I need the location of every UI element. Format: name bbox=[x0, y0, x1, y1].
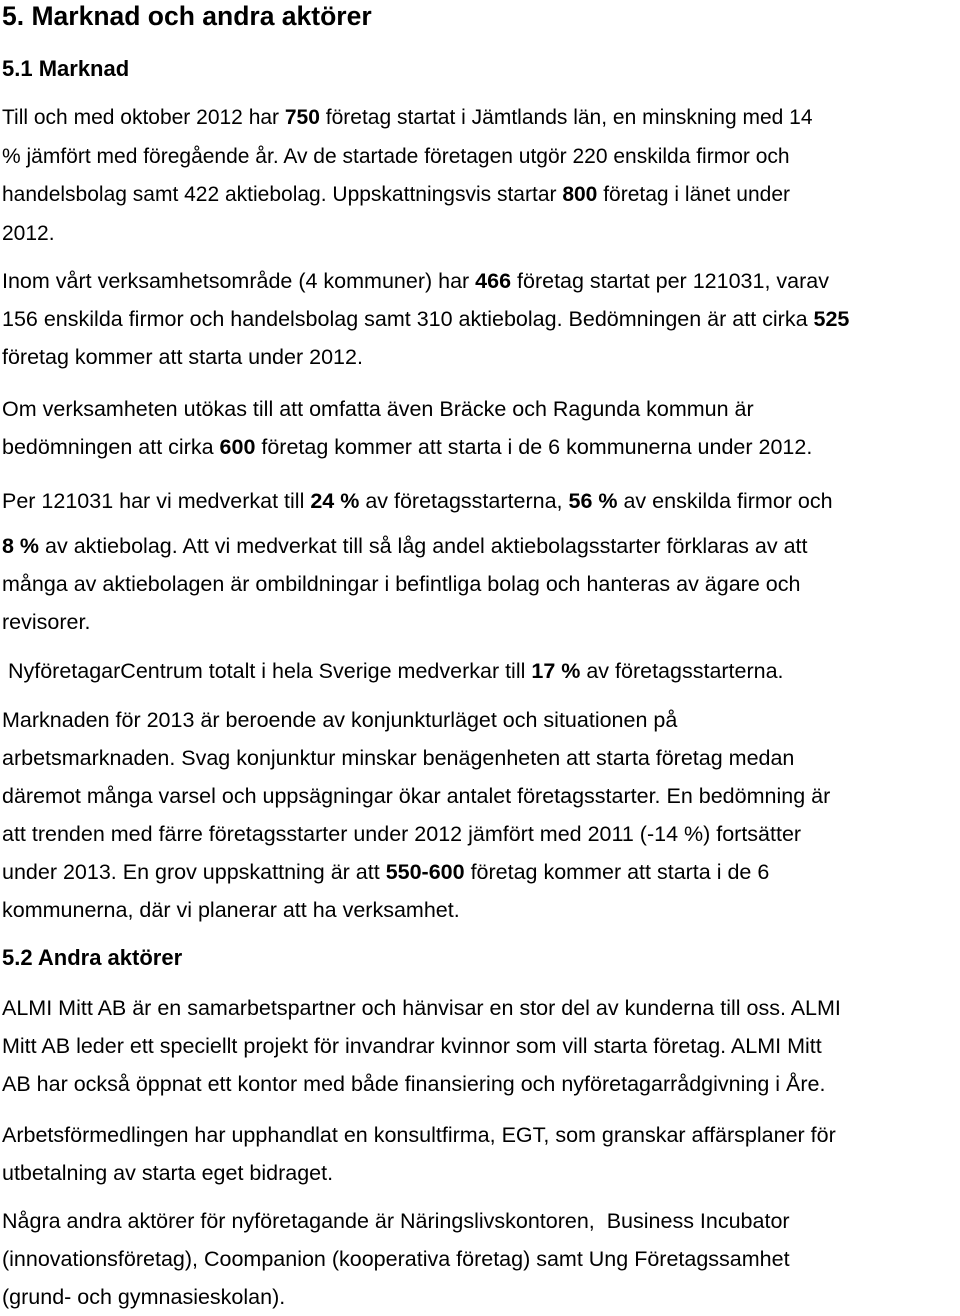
text-line: revisorer. bbox=[2, 610, 91, 634]
paragraph-arbetsformedlingen bbox=[2, 1116, 960, 1192]
text-line: Några andra aktörer för nyföretagande är Näringslivskontoren, Business Incubator bbox=[2, 1209, 790, 1233]
paragraph-almi bbox=[2, 989, 960, 1103]
text-line: många av aktiebolagen är ombildningar i befintliga bolag och hanteras av ägare och bbox=[2, 572, 801, 596]
text-line: arbetsmarknaden. Svag konjunktur minskar benägenheten att starta företag medan bbox=[2, 746, 795, 770]
text-line: Arbetsförmedlingen har upphandlat en konsultfirma, EGT, som granskar affärsplaner för bbox=[2, 1123, 836, 1147]
paragraph-operating-area bbox=[2, 262, 960, 376]
paragraph-other-actors bbox=[2, 1202, 960, 1316]
text-line: AB har också öppnat ett kontor med både finansiering och nyföretagarrådgivning i Åre. bbox=[2, 1072, 826, 1096]
paragraph-market-stats-county bbox=[2, 99, 960, 253]
section-heading-marknad: 5.1 Marknad bbox=[2, 56, 130, 81]
text-line: Mitt AB leder ett speciellt projekt för invandrar kvinnor som vill starta företag. ALMI Mitt bbox=[2, 1034, 822, 1058]
text-line: Per 121031 har vi medverkat till 24 % av företagsstarterna, 56 % av enskilda firmor och bbox=[2, 489, 833, 513]
paragraph-national-share bbox=[2, 652, 960, 690]
text-line: Inom vårt verksamhetsområde (4 kommuner) har 466 företag startat per 121031, varav bbox=[2, 269, 829, 293]
paragraph-expansion bbox=[2, 390, 960, 466]
text-line: % jämfört med föregående år. Av de startade företagen utgör 220 enskilda firmor och bbox=[2, 144, 790, 168]
paragraph-market-outlook-2013 bbox=[2, 701, 960, 929]
text-line: ALMI Mitt AB är en samarbetspartner och hänvisar en stor del av kunderna till oss. ALMI bbox=[2, 996, 841, 1020]
page-title: 5. Marknad och andra aktörer bbox=[2, 1, 372, 31]
text-line: Marknaden för 2013 är beroende av konjunkturläget och situationen på bbox=[2, 708, 678, 732]
text-line: bedömningen att cirka 600 företag kommer att starta i de 6 kommunerna under 2012. bbox=[2, 435, 813, 459]
text-line: (grund- och gymnasieskolan). bbox=[2, 1285, 286, 1309]
section-heading-andra-aktorer: 5.2 Andra aktörer bbox=[2, 945, 183, 970]
text-line: utbetalning av starta eget bidraget. bbox=[2, 1161, 334, 1185]
text-line: under 2013. En grov uppskattning är att 550-600 företag kommer att starta i de 6 bbox=[2, 860, 770, 884]
text-line: 2012. bbox=[2, 221, 55, 245]
text-line: Om verksamheten utökas till att omfatta även Bräcke och Ragunda kommun är bbox=[2, 397, 754, 421]
text-line: NyföretagarCentrum totalt i hela Sverige medverkar till 17 % av företagsstarterna. bbox=[2, 659, 784, 683]
text-line: däremot många varsel och uppsägningar ökar antalet företagsstarter. En bedömning är bbox=[2, 784, 831, 808]
text-line: 8 % av aktiebolag. Att vi medverkat till så låg andel aktiebolagsstarter förklaras av att bbox=[2, 534, 808, 558]
text-line: företag kommer att starta under 2012. bbox=[2, 345, 363, 369]
paragraph-participation-share bbox=[2, 475, 960, 641]
text-line: kommunerna, där vi planerar att ha verksamhet. bbox=[2, 898, 460, 922]
text-line: handelsbolag samt 422 aktiebolag. Uppskattningsvis startar 800 företag i länet under bbox=[2, 183, 791, 206]
text-line: Till och med oktober 2012 har 750 företag startat i Jämtlands län, en minskning med 14 bbox=[2, 106, 813, 129]
text-line: 156 enskilda firmor och handelsbolag samt 310 aktiebolag. Bedömningen är att cirka 525 bbox=[2, 307, 850, 331]
text-line: att trenden med färre företagsstarter under 2012 jämfört med 2011 (-14 %) fortsätter bbox=[2, 822, 802, 846]
text-line: (innovationsföretag), Coompanion (kooperativa företag) samt Ung Företagssamhet bbox=[2, 1247, 790, 1271]
